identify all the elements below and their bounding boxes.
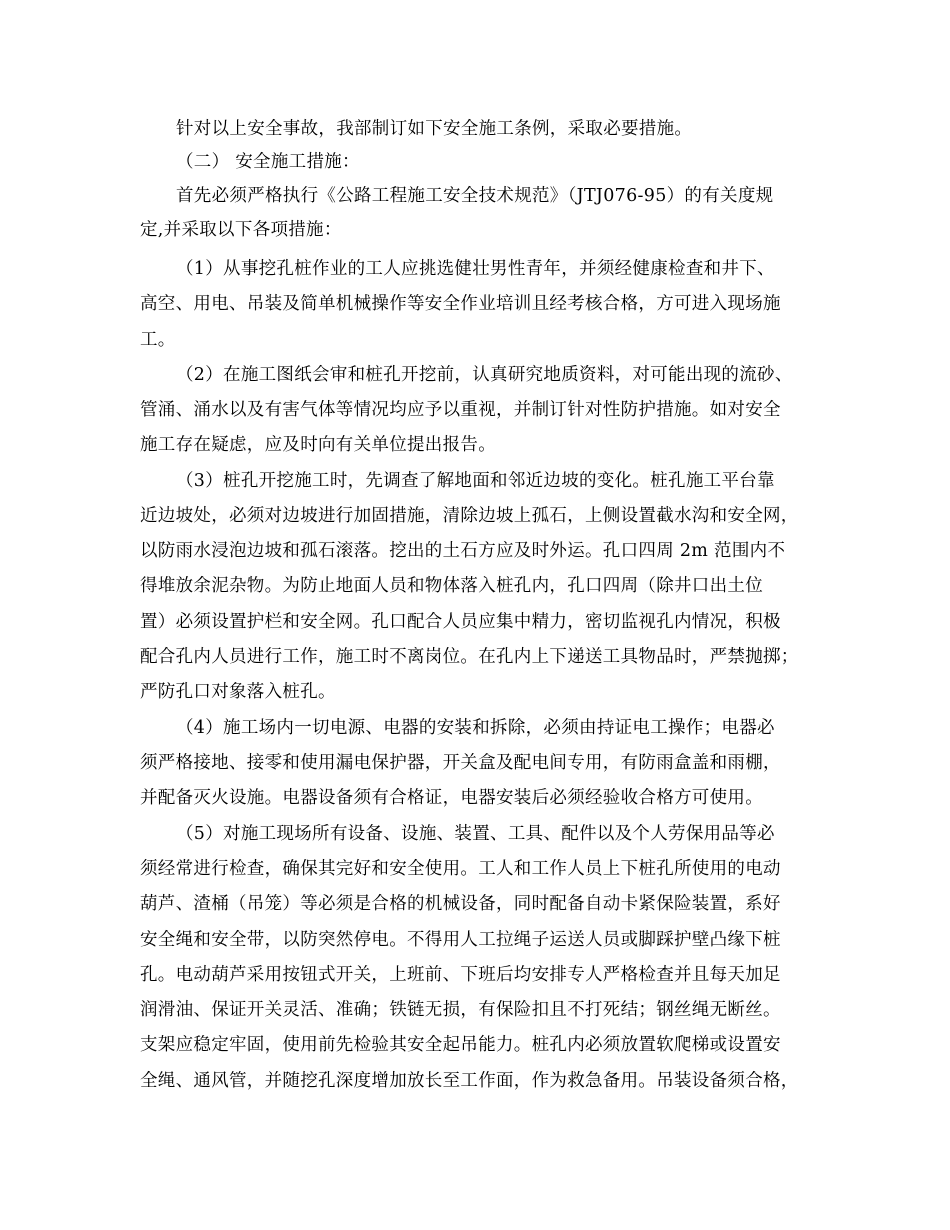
section-heading: （二） 安全施工措施： [176,152,360,172]
text-line: 置）必须设置护栏和安全网。孔口配合人员应集中精力，密切监视孔内情况，积极 [140,612,781,632]
text-line: 葫芦、渣桶（吊笼）等必须是合格的机械设备，同时配备自动卡紧保险装置，系好 [140,894,781,914]
text-line: 并配备灭火设施。电器设备须有合格证，电器安装后必须经验收合格方可使用。 [140,788,763,808]
text-line: 须严格接地、接零和使用漏电保护器，开关盒及配电间专用，有防雨盒盖和雨棚， [140,753,781,773]
text-line: 首先必须严格执行《公路工程施工安全技术规范》（JTJ076-95）的有关度规 [176,186,774,206]
text-line: （2）在施工图纸会审和桩孔开挖前，认真研究地质资料，对可能出现的流砂、 [176,365,793,385]
text-line: 施工存在疑虑，应及时向有关单位提出报告。 [140,435,496,455]
text-line: 严防孔口对象落入桩孔。 [140,682,336,702]
text-line: 须经常进行检查，确保其完好和安全使用。工人和工作人员上下桩孔所使用的电动 [140,859,781,879]
text-line: 孔。电动葫芦采用按钮式开关，上班前、下班后均安排专人严格检查并且每天加足 [140,965,781,985]
text-line: 得堆放余泥杂物。为防止地面人员和物体落入桩孔内，孔口四周（除井口出土位 [140,576,763,596]
text-line: 定,并采取以下各项措施： [140,220,342,240]
text-line: 管涌、涌水以及有害气体等情况均应予以重视，并制订针对性防护措施。如对安全 [140,400,781,420]
text-line: 支架应稳定牢固，使用前先检验其安全起吊能力。桩孔内必须放置软爬梯或设置安 [140,1035,781,1055]
text-line: 配合孔内人员进行工作，施工时不离岗位。在孔内上下递送工具物品时，严禁抛掷； [140,647,799,667]
text-line: （1）从事挖孔桩作业的工人应挑选健壮男性青年，并须经健康检查和井下、 [176,259,775,279]
text-line: 工。 [140,330,176,350]
text-line: 润滑油、保证开关灵活、准确；铁链无损，有保险扣且不打死结；钢丝绳无断丝。 [140,1000,781,1020]
text-line: 近边坡处，必须对边坡进行加固措施，清除边坡上孤石，上侧设置截水沟和安全网， [140,506,799,526]
text-line: 全绳、通风管，并随挖孔深度增加放长至工作面，作为救急备用。吊装设备须合格， [140,1071,799,1091]
text-line: 高空、用电、吊装及简单机械操作等安全作业培训且经考核合格，方可进入现场施 [140,294,781,314]
text-line: 安全绳和安全带，以防突然停电。不得用人工拉绳子运送人员或脚踩护壁凸缘下桩 [140,930,781,950]
text-line: （5）对施工现场所有设备、设施、装置、工具、配件以及个人劳保用品等必 [176,824,775,844]
text-line: （4）施工场内一切电源、电器的安装和拆除，必须由持证电工操作；电器必 [176,718,775,738]
text-line: 以防雨水浸泡边坡和孤石滚落。挖出的土石方应及时外运。孔口四周 2m 范围内不 [140,541,786,561]
text-line: 针对以上安全事故，我部制订如下安全施工条例，采取必要措施。 [176,119,693,139]
text-line: （3）桩孔开挖施工时，先调查了解地面和邻近边坡的变化。桩孔施工平台靠 [176,471,775,491]
